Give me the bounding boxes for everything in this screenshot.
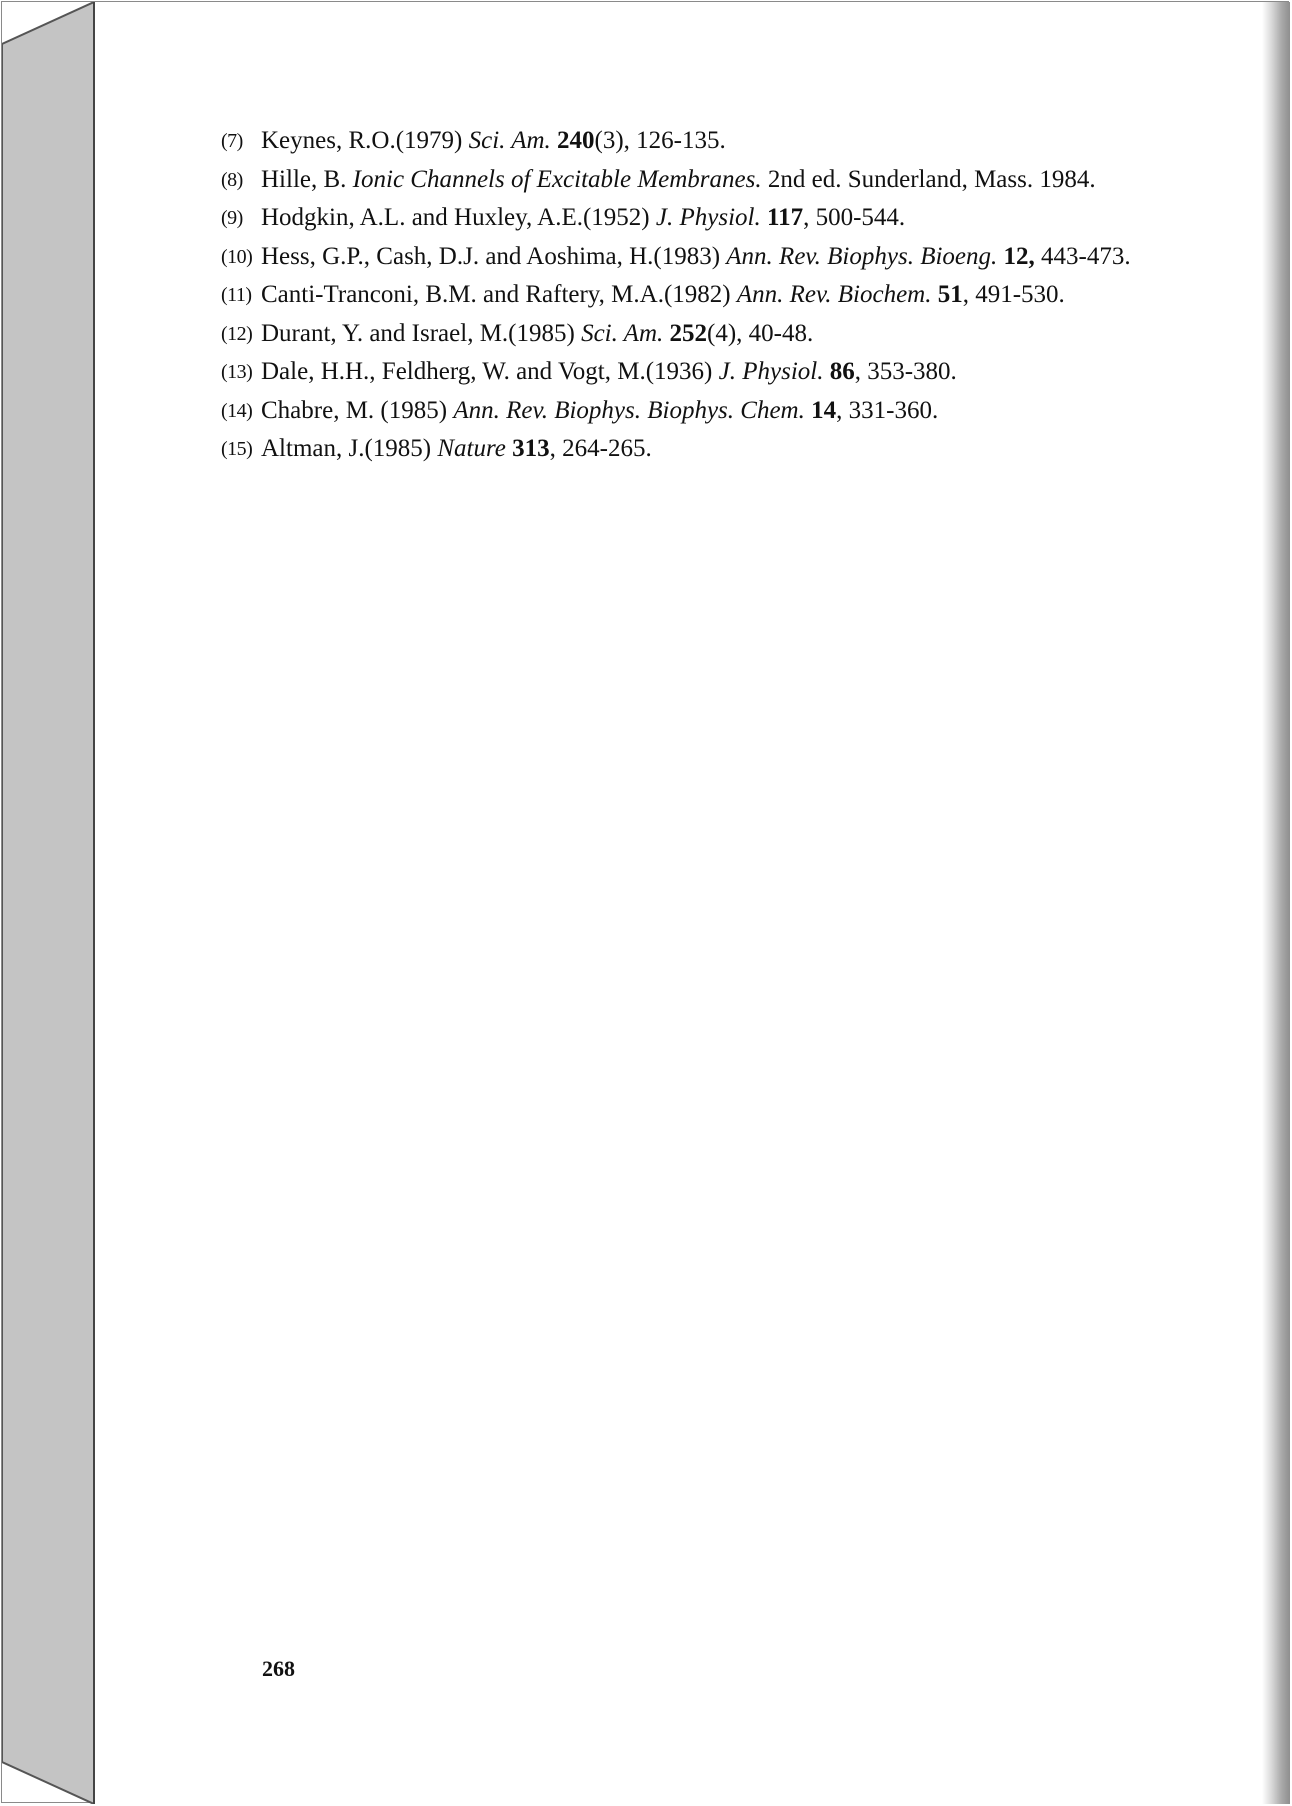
reference-volume: 51 [937, 281, 963, 308]
reference-journal: Nature [437, 435, 506, 462]
reference-text [261, 204, 905, 231]
reference-journal: Ann. Rev. Biophys. Bioeng. [726, 242, 998, 270]
reference-segment: Altman, J.(1985) [261, 435, 438, 462]
reference-volume: 86 [829, 358, 855, 385]
reference-segment: (3), 126-135. [594, 127, 726, 154]
reference-item [221, 122, 1181, 161]
reference-segment: 443-473. [1034, 242, 1131, 270]
reference-journal: Ann. Rev. Biochem. [736, 281, 932, 308]
reference-text [261, 320, 813, 347]
reference-text [261, 243, 1131, 270]
reference-segment: Durant, Y. and Israel, M.(1985) [261, 319, 582, 347]
reference-item [221, 238, 1181, 277]
reference-journal: Sci. Am. [468, 127, 551, 154]
reference-number: (8) [221, 168, 243, 191]
reference-text [261, 435, 652, 462]
reference-volume: 117 [766, 204, 804, 231]
reference-item [221, 353, 1181, 392]
book-spine-shape [2, 2, 94, 1804]
reference-text [261, 358, 957, 385]
reference-segment: 2nd ed. Sunderland, Mass. 1984. [761, 165, 1096, 193]
reference-number: (10) [221, 245, 253, 268]
reference-text [261, 281, 1065, 308]
reference-item [221, 392, 1181, 431]
reference-list [221, 122, 1181, 469]
reference-segment: , 331-360. [836, 396, 939, 424]
page-number: 268 [262, 1656, 295, 1681]
reference-segment: Dale, H.H., Feldherg, W. and Vogt, M.(1936) [261, 358, 719, 385]
reference-segment: , 500-544. [803, 204, 906, 231]
reference-journal: J. Physiol. [718, 358, 824, 385]
reference-number: (7) [221, 130, 243, 152]
reference-segment: Hess, G.P., Cash, D.J. and Aoshima, H.(1983) [261, 242, 727, 270]
reference-segment: Hodgkin, A.L. and Huxley, A.E.(1952) [261, 204, 656, 231]
reference-item [221, 430, 1181, 469]
reference-item [221, 199, 1181, 238]
reference-journal: J. Physiol. [655, 204, 761, 231]
reference-volume: 240 [557, 127, 595, 154]
reference-segment: , 353-380. [854, 358, 957, 385]
reference-journal: Sci. Am. [581, 319, 664, 347]
reference-item [221, 276, 1181, 315]
page-edge-shadow [1262, 2, 1290, 1804]
reference-number: (11) [221, 284, 252, 306]
reference-segment: , 491-530. [962, 281, 1065, 308]
reference-number: (15) [221, 438, 253, 460]
reference-segment: Chabre, M. (1985) [261, 396, 454, 424]
reference-journal: Ionic Channels of Excitable Membranes. [352, 165, 762, 193]
reference-segment: Hille, B. [261, 165, 353, 193]
reference-text [261, 397, 938, 424]
reference-volume: 313 [512, 435, 550, 462]
reference-item [221, 161, 1181, 200]
reference-segment: , 264-265. [549, 435, 652, 462]
reference-volume: 12, [1003, 242, 1035, 270]
reference-segment: Canti-Tranconi, B.M. and Raftery, M.A.(1982) [261, 281, 737, 308]
reference-item [221, 315, 1181, 354]
reference-segment: (4), 40-48. [707, 319, 814, 347]
reference-text [261, 166, 1096, 193]
reference-number: (9) [221, 207, 243, 229]
reference-segment: Keynes, R.O.(1979) [261, 127, 469, 154]
reference-volume: 252 [669, 319, 707, 347]
reference-text [261, 127, 726, 154]
book-spine [2, 2, 94, 1804]
reference-journal: Ann. Rev. Biophys. Biophys. Chem. [453, 396, 805, 424]
reference-volume: 14 [811, 396, 837, 424]
reference-number: (12) [221, 322, 253, 345]
reference-number: (13) [221, 361, 253, 383]
reference-number: (14) [221, 399, 253, 422]
